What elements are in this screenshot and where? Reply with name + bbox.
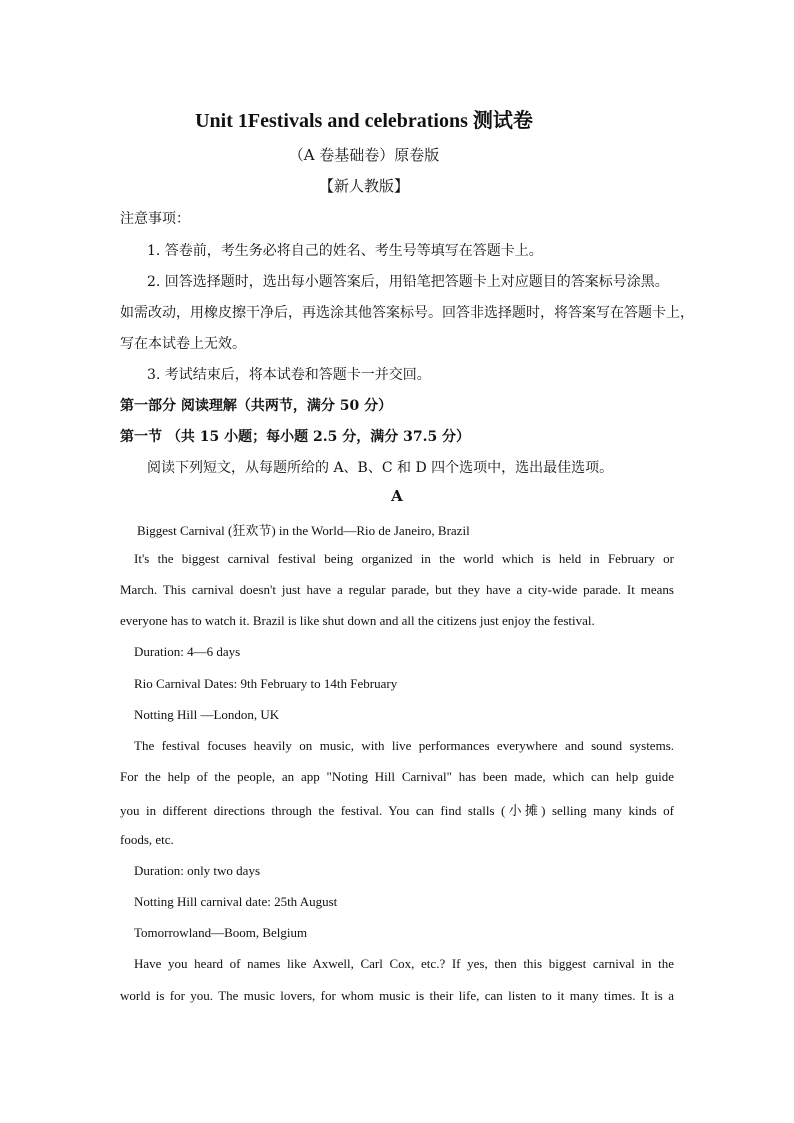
paragraph-rio-line-2: March. This carnival doesn't just have a regular parade, but they have a city-wide parade. It means (120, 582, 674, 597)
paragraph-rio-line-3: everyone has to watch it. Brazil is like shut down and all the citizens just enjoy the festival. (120, 613, 595, 628)
duration-notting-hill: Duration: only two days (134, 863, 261, 878)
paragraph-notting-hill-line-1: The festival focuses heavily on music, with live performances everywhere and sound systems. (134, 738, 674, 753)
carnival-heading-notting-hill: Notting Hill —London, UK (134, 707, 280, 722)
edition-label: 【新人教版】 (318, 177, 409, 195)
duration-rio: Duration: 4—6 days (134, 644, 241, 659)
notice-item-2-line-1: 2. 回答选择题时，选出每小题答案后，用铅笔把答题卡上对应题目的答案标号涂黑。 (147, 274, 669, 290)
section-instruction: 阅读下列短文，从每题所给的 A、B、C 和 D 四个选项中，选出最佳选项。 (147, 460, 614, 476)
section-heading: 第一节 （共 15 小题；每小题 2.5 分，满分 37.5 分） (120, 429, 471, 445)
carnival-heading-tomorrowland: Tomorrowland—Boom, Belgium (134, 925, 308, 940)
page-subtitle: （A 卷基础卷）原卷版 (288, 146, 440, 164)
paragraph-notting-hill-line-3: you in different directions through the festival. You can find stalls (小摊) selling many kinds of (120, 803, 674, 818)
dates-notting-hill: Notting Hill carnival date: 25th August (134, 894, 338, 909)
notice-item-2-line-2: 如需改动，用橡皮擦干净后，再选涂其他答案标号。回答非选择题时，将答案写在答题卡上， (120, 305, 694, 321)
carnival-heading-rio: Biggest Carnival (狂欢节) in the World—Rio de Janeiro, Brazil (137, 523, 470, 538)
part-heading: 第一部分 阅读理解（共两节，满分 50 分） (120, 398, 393, 414)
notice-heading: 注意事项： (120, 211, 190, 227)
notice-item-3: 3. 考试结束后，将本试卷和答题卡一并交回。 (147, 367, 431, 383)
paragraph-tomorrowland-line-1: Have you heard of names like Axwell, Carl Cox, etc.? If yes, then this biggest carnival in the (134, 956, 674, 971)
notice-item-1: 1. 答卷前，考生务必将自己的姓名、考生号等填写在答题卡上。 (147, 243, 543, 259)
notice-item-2-line-3: 写在本试卷上无效。 (120, 336, 246, 352)
passage-label: A (391, 487, 403, 505)
paragraph-notting-hill-line-4: foods, etc. (120, 832, 174, 847)
paragraph-notting-hill-line-2: For the help of the people, an app "Noting Hill Carnival" has been made, which can help guide (120, 769, 674, 784)
paragraph-rio-line-1: It's the biggest carnival festival being organized in the world which is held in February or (134, 551, 674, 566)
page-title: Unit 1Festivals and celebrations 测试卷 (195, 110, 533, 132)
dates-rio: Rio Carnival Dates: 9th February to 14th February (134, 676, 398, 691)
paragraph-tomorrowland-line-2: world is for you. The music lovers, for whom music is their life, can listen to it many times. It is a (120, 988, 674, 1003)
